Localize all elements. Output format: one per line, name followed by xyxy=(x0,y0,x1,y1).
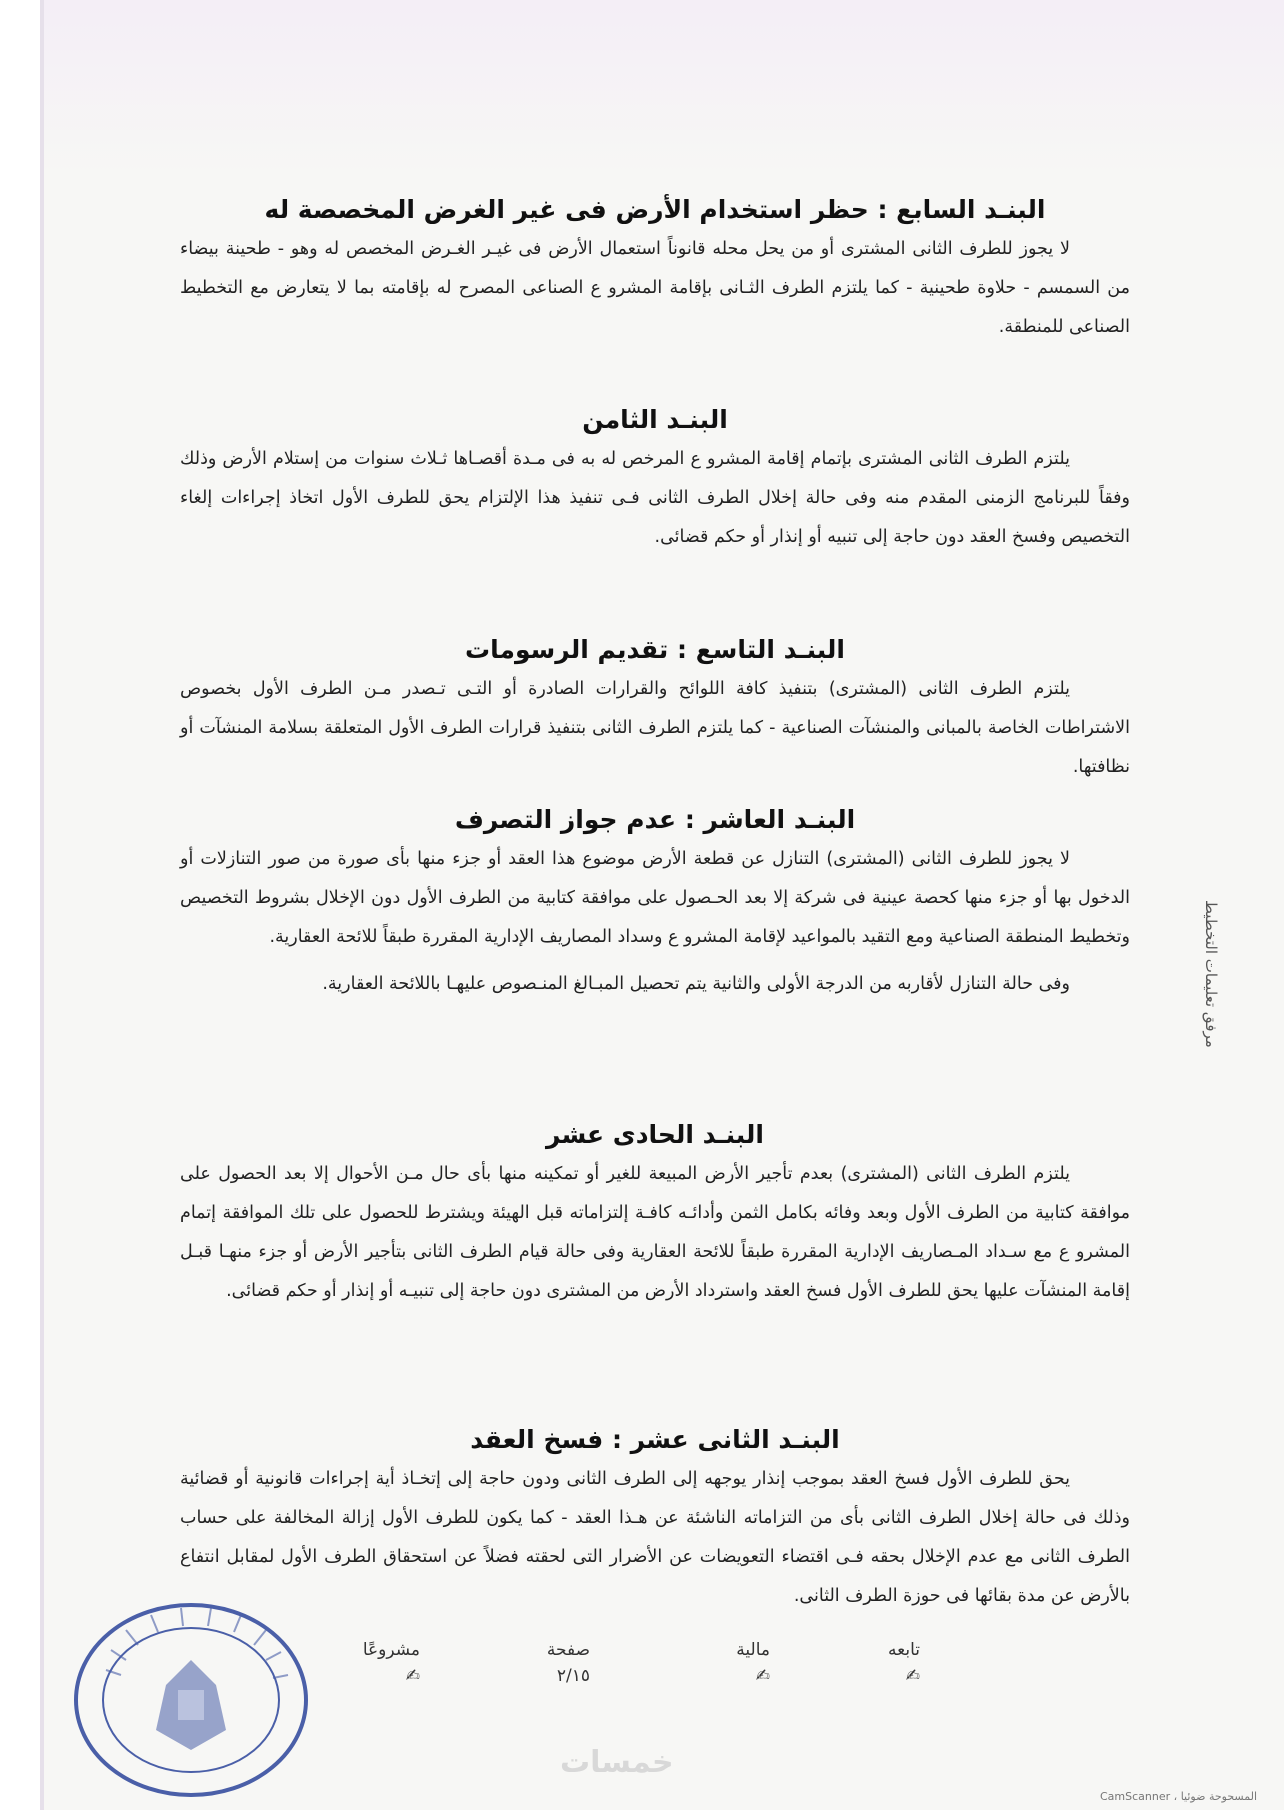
signature-block xyxy=(547,1640,590,1686)
signature-label: صفحة xyxy=(546,1640,590,1660)
article-8-paragraph: يلتزم الطرف الثانى المشترى بإتمام إقامة المشرو ع المرخص له به فى مـدة أقصـاها ثـلاث سنوات من إستلام الأرض وذلك وفقاً للبرنامج الزمنى المقدم منه وفى حالة إخلال الطرف الثانى فـى تنفيذ هذا الإلتزام يحق للطرف الأول اتخاذ إجراءات إلغاء التخصيص وفسخ العقد دون حاجة إلى تنبيه أو إنذار أو حكم قضائى. xyxy=(180,449,1130,547)
article-10-paragraph-2: وفى حالة التنازل لأقاربه من الدرجة الأولى والثانية يتم تحصيل المبـالغ المنـصوص عليهـا باللائحة العقارية. xyxy=(322,974,1070,994)
article-10-heading: البنـد العاشر : عدم جواز التصرف xyxy=(454,805,856,834)
scanner-label: CamScanner ، المسحوحة ضوئيا xyxy=(1100,1790,1257,1803)
signature-mark: ✍ xyxy=(405,1666,420,1686)
seal-eagle-icon xyxy=(156,1660,226,1750)
article-11-heading: البنـد الحادى عشر xyxy=(546,1120,764,1149)
page-edge xyxy=(40,0,44,1810)
signature-label: مشروعًا xyxy=(362,1640,420,1660)
article-12-paragraph: يحق للطرف الأول فسخ العقد بموجب إنذار يوجهه إلى الطرف الثانى ودون حاجة إلى إتخـاذ أية إجراءات قانونية أو قضائية وذلك فى حالة إخلال الطرف الثانى بأى من التزاماته الناشئة عن هـذا العقد - كما يكون للطرف الأول إزالة المخالفة على حساب الطرف الثانى مع عدم الإخلال بحقه فـى اقتضاء التعويضات عن الأضرار التى لحقته فضلاً عن استحقاق الطرف الأول لمقابل انتفاع بالأرض عن مدة بقائها فى حوزة الطرف الثانى. xyxy=(180,1469,1130,1606)
article-7 xyxy=(180,195,1130,347)
article-8-heading: البنـد الثامن xyxy=(582,405,728,434)
signature-row xyxy=(300,1640,920,1740)
signature-mark: ✍ xyxy=(905,1666,920,1686)
signature-mark: ✍ xyxy=(755,1666,770,1686)
article-10 xyxy=(180,805,1130,1004)
scan-top-band xyxy=(44,0,1284,175)
signature-mark: ٢/١٥ xyxy=(556,1666,590,1686)
article-7-heading: البنـد السابع : حظر استخدام الأرض فى غير الغرض المخصصة له xyxy=(264,195,1046,224)
article-11-paragraph: يلتزم الطرف الثانى (المشترى) بعدم تأجير الأرض المبيعة للغير أو تمكينه منها بأى حال مـن الأحوال إلا بعد الحصول على موافقة كتابية من الطرف الأول وبعد وفائه بكامل الثمن وأدائـه كافـة إلتزاماته قبل الهيئة ويشترط للحصول على تلك الموافقة إتمام المشرو ع مع سـداد المـصاريف الإدارية المقررة طبقاً للائحة العقارية وفى حالة قيام الطرف الثانى بتأجير الأرض أو جزء منهـا قبـل إقامة المنشآت عليها يحق للطرف الأول فسخ العقد واسترداد الأرض من المشترى دون حاجة إلى تنبيـه أو إنذار أو حكم قضائى. xyxy=(180,1164,1130,1301)
signature-block xyxy=(363,1640,420,1686)
official-seal xyxy=(66,1590,316,1800)
article-11 xyxy=(180,1120,1130,1311)
article-12-heading: البنـد الثانى عشر : فسخ العقد xyxy=(470,1425,840,1454)
article-10-paragraph-1: لا يجوز للطرف الثانى (المشترى) التنازل عن قطعة الأرض موضوع هذا العقد أو جزء منها بأى صورة من صور التنازلات أو الدخول بها أو جزء منها كحصة عينية فى شركة إلا بعد الحـصول على موافقة كتابية من الطرف الأول دون الإخلال بشروط التخصيص وتخطيط المنطقة الصناعية ومع التقيد بالمواعيد لإقامة المشرو ع وسداد المصاريف الإدارية المقررة طبقاً للائحة العقارية. xyxy=(180,849,1130,947)
signature-block xyxy=(888,1640,920,1686)
watermark: خمسات xyxy=(560,1745,674,1780)
signature-block xyxy=(736,1640,770,1686)
margin-handwritten-note: مرفق تعليمات التخطيط xyxy=(1202,900,1220,1048)
signature-label: مالية xyxy=(736,1640,770,1660)
article-8 xyxy=(180,405,1130,557)
article-9-heading: البنـد التاسع : تقديم الرسومات xyxy=(465,635,845,664)
signature-label: تابعه xyxy=(888,1640,920,1660)
article-9 xyxy=(180,635,1130,787)
article-7-paragraph: لا يجوز للطرف الثانى المشترى أو من يحل محله قانوناً استعمال الأرض فى غيـر الغـرض المخصص له وهو - طحينة بيضاء من السمسم - حلاوة طحينية - كما يلتزم الطرف الثـانى بإقامة المشرو ع الصناعى المصرح له بإقامته بما لا يتعارض مع التخطيط الصناعى للمنطقة. xyxy=(180,239,1130,337)
article-9-paragraph: يلتزم الطرف الثانى (المشترى) بتنفيذ كافة اللوائح والقرارات الصادرة أو التـى تـصدر مـن الطرف الأول بخصوص الاشتراطات الخاصة بالمبانى والمنشآت الصناعية - كما يلتزم الطرف الثانى بتنفيذ قرارات الطرف الأول المتعلقة بسلامة المنشآت أو نظافتها. xyxy=(180,679,1130,777)
article-12 xyxy=(180,1425,1130,1616)
